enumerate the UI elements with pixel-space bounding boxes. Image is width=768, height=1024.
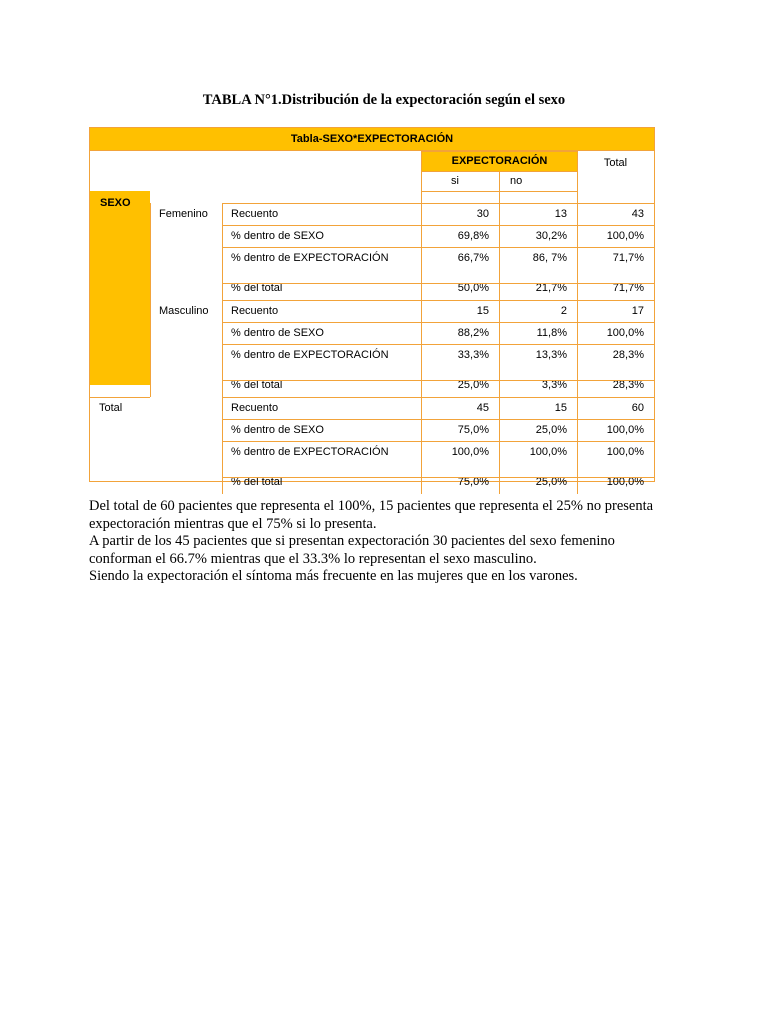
cell-no: 25,0%	[535, 424, 567, 436]
cell-no: 13,3%	[535, 349, 567, 361]
row-label: % dentro de SEXO	[231, 424, 324, 436]
row-label: % del total	[231, 282, 283, 294]
cell-si: 66,7%	[457, 252, 489, 264]
col-si-header: si	[451, 175, 459, 187]
cell-no: 3,3%	[541, 379, 567, 391]
cell-si: 15	[476, 305, 489, 317]
cell-total: 100,0%	[606, 476, 644, 488]
paragraph-line: Del total de 60 pacientes que representa el 100%, 15 pacientes que representa el 25% no presenta	[89, 498, 654, 514]
expectoracion-header: EXPECTORACIÓN	[421, 151, 578, 172]
cell-si: 75,0%	[457, 424, 489, 436]
cell-si: 30	[476, 208, 489, 220]
row-label: % del total	[231, 476, 283, 488]
cell-total: 100,0%	[606, 446, 644, 458]
cell-total: 100,0%	[606, 230, 644, 242]
cell-si: 45	[476, 402, 489, 414]
cell-total: 100,0%	[606, 424, 644, 436]
cell-total: 60	[631, 402, 644, 414]
cell-no: 100,0%	[529, 446, 567, 458]
paragraph-line: A partir de los 45 pacientes que si presentan expectoración 30 pacientes del sexo femenino	[89, 533, 615, 549]
cell-si: 33,3%	[457, 349, 489, 361]
cell-no: 30,2%	[535, 230, 567, 242]
row-label: % dentro de EXPECTORACIÓN	[231, 446, 389, 458]
cell-si: 69,8%	[457, 230, 489, 242]
group-label-total: Total	[99, 402, 123, 414]
row-label: Recuento	[231, 208, 279, 220]
cell-total: 71,7%	[612, 252, 644, 264]
cell-total: 28,3%	[612, 349, 644, 361]
cell-no: 25,0%	[535, 476, 567, 488]
page-title: TABLA N°1.Distribución de la expectoración según el sexo	[202, 92, 566, 108]
cell-si: 88,2%	[457, 327, 489, 339]
cell-no: 13	[554, 208, 567, 220]
paragraph-line: Siendo la expectoración el síntoma más frecuente en las mujeres que en los varones.	[89, 568, 578, 584]
cell-no: 21,7%	[535, 282, 567, 294]
cell-si: 50,0%	[457, 282, 489, 294]
row-label: % del total	[231, 379, 283, 391]
col-no-header: no	[510, 175, 523, 187]
cell-si: 25,0%	[457, 379, 489, 391]
crosstab-table	[89, 127, 655, 488]
table-header: Tabla-SEXO*EXPECTORACIÓN	[90, 128, 654, 151]
cell-no: 15	[554, 402, 567, 414]
row-label: Recuento	[231, 305, 279, 317]
paragraph-line: conforman el 66.7% mientras que el 33.3% lo representan el sexo masculino.	[89, 550, 537, 567]
group-label: Femenino	[159, 208, 208, 220]
cell-total: 28,3%	[612, 379, 644, 391]
total-header: Total	[603, 157, 628, 169]
cell-no: 2	[560, 305, 567, 317]
row-label: % dentro de SEXO	[231, 230, 324, 242]
sexo-label: SEXO	[90, 191, 150, 385]
cell-total: 17	[631, 305, 644, 317]
paragraph-line: expectoración mientras que el 75% si lo presenta.	[89, 515, 377, 532]
group-label: Masculino	[159, 305, 209, 317]
row-label: % dentro de SEXO	[231, 327, 324, 339]
cell-total: 43	[631, 208, 644, 220]
cell-total: 100,0%	[606, 327, 644, 339]
cell-no: 86, 7%	[532, 252, 567, 264]
row-label: % dentro de EXPECTORACIÓN	[231, 252, 389, 264]
cell-total: 71,7%	[612, 282, 644, 294]
cell-si: 100,0%	[451, 446, 489, 458]
row-label: % dentro de EXPECTORACIÓN	[231, 349, 389, 361]
row-label: Recuento	[231, 402, 279, 414]
analysis-paragraph	[89, 498, 709, 586]
cell-si: 75,0%	[457, 476, 489, 488]
cell-no: 11,8%	[536, 327, 567, 339]
